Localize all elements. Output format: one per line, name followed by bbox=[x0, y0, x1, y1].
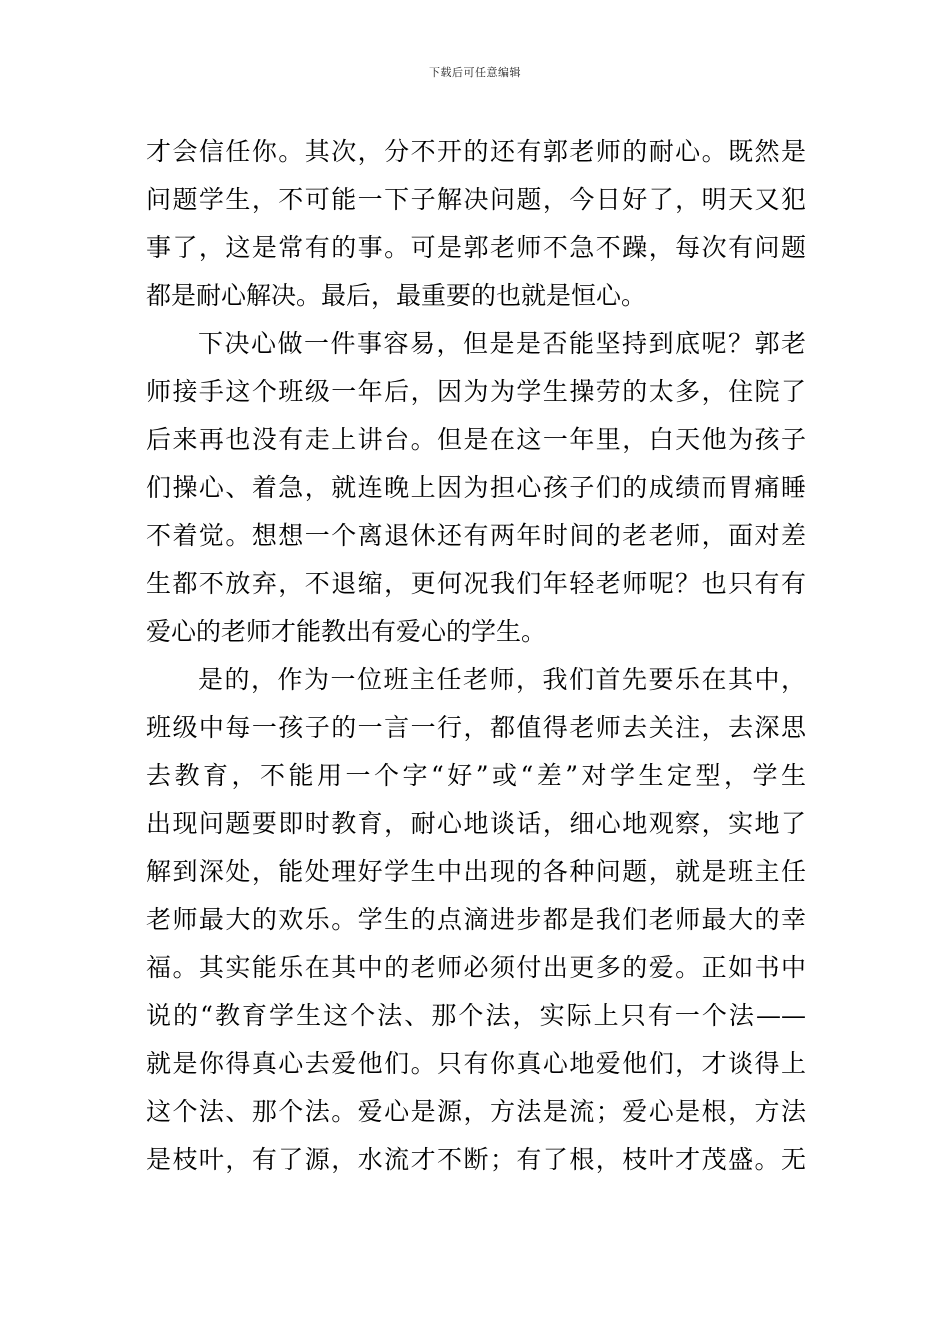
document-body bbox=[146, 128, 806, 1184]
text-line: 这个法、那个法。爱心是源，方法是流；爱心是根，方法 bbox=[146, 1097, 806, 1126]
text-line: 都是耐心解决。最后，最重要的也就是恒心。 bbox=[146, 281, 647, 310]
text-line: 生都不放弃，不退缩，更何况我们年轻老师呢？也只有有 bbox=[146, 569, 806, 598]
paragraph-1 bbox=[146, 128, 806, 320]
text-line: 出现问题要即时教育，耐心地谈话，细心地观察，实地了 bbox=[146, 809, 806, 838]
text-line: 们操心、着急，就连晚上因为担心孩子们的成绩而胃痛睡 bbox=[146, 473, 806, 502]
text-line: 师接手这个班级一年后，因为为学生操劳的太多，住院了 bbox=[146, 377, 806, 406]
text-line: 老师最大的欢乐。学生的点滴进步都是我们老师最大的幸 bbox=[146, 905, 806, 934]
text-line: 事了，这是常有的事。可是郭老师不急不躁，每次有问题 bbox=[146, 233, 806, 262]
text-line: 下决心做一件事容易，但是是否能坚持到底呢？郭老 bbox=[198, 329, 806, 358]
text-line: 不着觉。想想一个离退休还有两年时间的老老师，面对差 bbox=[146, 521, 806, 550]
paragraph-3 bbox=[146, 656, 806, 1184]
text-line: 是的，作为一位班主任老师，我们首先要乐在其中， bbox=[198, 665, 806, 694]
text-line: 才会信任你。其次，分不开的还有郭老师的耐心。既然是 bbox=[146, 137, 806, 166]
page-header: 下载后可任意编辑 bbox=[429, 66, 521, 79]
text-line: 去教育，不能用一个字“好”或“差”对学生定型，学生 bbox=[146, 761, 806, 790]
text-line: 问题学生，不可能一下子解决问题，今日好了，明天又犯 bbox=[146, 185, 806, 214]
paragraph-2 bbox=[146, 320, 806, 656]
text-line: 后来再也没有走上讲台。但是在这一年里，白天他为孩子 bbox=[146, 425, 806, 454]
text-line: 就是你得真心去爱他们。只有你真心地爱他们，才谈得上 bbox=[146, 1049, 806, 1078]
text-line: 班级中每一孩子的一言一行，都值得老师去关注，去深思 bbox=[146, 713, 806, 742]
text-line: 说的“教育学生这个法、那个法，实际上只有一个法—— bbox=[146, 1001, 806, 1030]
text-line: 是枝叶，有了源，水流才不断；有了根，枝叶才茂盛。无 bbox=[146, 1145, 806, 1174]
text-line: 解到深处，能处理好学生中出现的各种问题，就是班主任 bbox=[146, 857, 806, 886]
text-line: 福。其实能乐在其中的老师必须付出更多的爱。正如书中 bbox=[146, 953, 806, 982]
text-line: 爱心的老师才能教出有爱心的学生。 bbox=[146, 617, 547, 646]
